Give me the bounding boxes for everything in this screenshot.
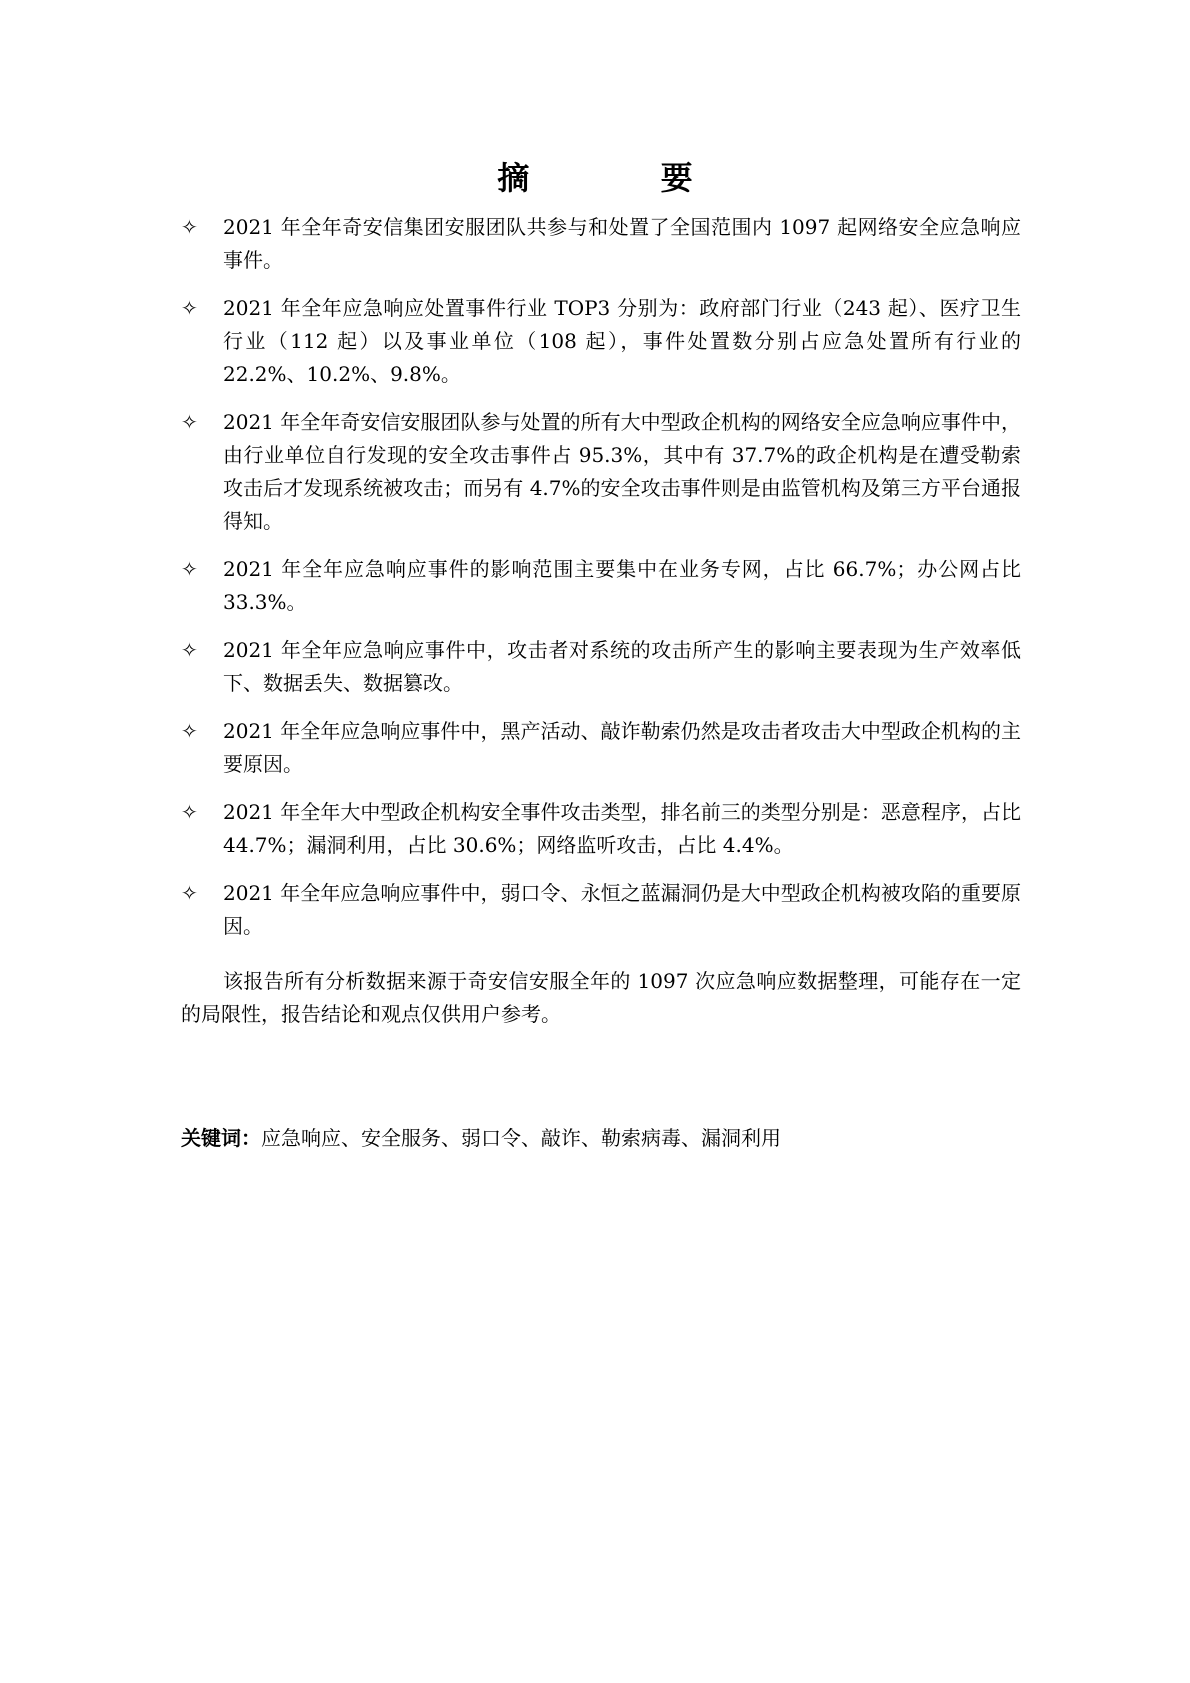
list-item bbox=[181, 292, 1021, 391]
diamond-star-icon: ✧ bbox=[181, 296, 198, 320]
list-item bbox=[181, 634, 1021, 700]
list-item-text: 2021 年全年大中型政企机构安全事件攻击类型，排名前三的类型分别是：恶意程序，占比 44.7%；漏洞利用，占比 30.6%；网络监听攻击，占比 4.4%。 bbox=[223, 800, 1021, 857]
list-item bbox=[181, 406, 1021, 538]
list-item-text: 2021 年全年奇安信安服团队参与处置的所有大中型政企机构的网络安全应急响应事件中，由行业单位自行发现的安全攻击事件占 95.3%，其中有 37.7%的政企机构是在遭受勒索攻击后才发现系统被攻击；而另有 4.7%的安全攻击事件则是由监管机构及第三方平台通报得知。 bbox=[223, 410, 1021, 533]
list-item bbox=[181, 877, 1021, 943]
list-item-text: 2021 年全年应急响应事件的影响范围主要集中在业务专网，占比 66.7%；办公网占比 33.3%。 bbox=[223, 557, 1021, 614]
list-item bbox=[181, 211, 1021, 277]
diamond-star-icon: ✧ bbox=[181, 638, 198, 662]
list-item-text: 2021 年全年应急响应事件中，弱口令、永恒之蓝漏洞仍是大中型政企机构被攻陷的重要原因。 bbox=[223, 881, 1021, 938]
list-item-text: 2021 年全年奇安信集团安服团队共参与和处置了全国范围内 1097 起网络安全应急响应事件。 bbox=[223, 215, 1021, 272]
data-source-note: 该报告所有分析数据来源于奇安信安服全年的 1097 次应急响应数据整理，可能存在一定的局限性，报告结论和观点仅供用户参考。 bbox=[181, 969, 1021, 1026]
list-item-text: 2021 年全年应急响应事件中，黑产活动、敲诈勒索仍然是攻击者攻击大中型政企机构的主要原因。 bbox=[223, 719, 1021, 776]
list-item bbox=[181, 715, 1021, 781]
diamond-star-icon: ✧ bbox=[181, 410, 198, 434]
list-item-text: 2021 年全年应急响应处置事件行业 TOP3 分别为：政府部门行业（243 起）、医疗卫生行业（112 起）以及事业单位（108 起），事件处置数分别占应急处置所有行业的 22.2%、10.2%、9.8%。 bbox=[223, 296, 1021, 386]
diamond-star-icon: ✧ bbox=[181, 881, 198, 905]
keywords bbox=[181, 1122, 1021, 1155]
list-item-text: 2021 年全年应急响应事件中，攻击者对系统的攻击所产生的影响主要表现为生产效率低下、数据丢失、数据篡改。 bbox=[223, 638, 1021, 695]
keywords-label: 关键词： bbox=[181, 1126, 261, 1150]
diamond-star-icon: ✧ bbox=[181, 719, 198, 743]
page-title: 摘 要 bbox=[497, 159, 753, 197]
diamond-star-icon: ✧ bbox=[181, 557, 198, 581]
keywords-text: 应急响应、安全服务、弱口令、敲诈、勒索病毒、漏洞利用 bbox=[261, 1126, 781, 1150]
diamond-star-icon: ✧ bbox=[181, 215, 198, 239]
list-item bbox=[181, 553, 1021, 619]
diamond-star-icon: ✧ bbox=[181, 800, 198, 824]
summary-list bbox=[181, 211, 1021, 958]
list-item bbox=[181, 796, 1021, 862]
